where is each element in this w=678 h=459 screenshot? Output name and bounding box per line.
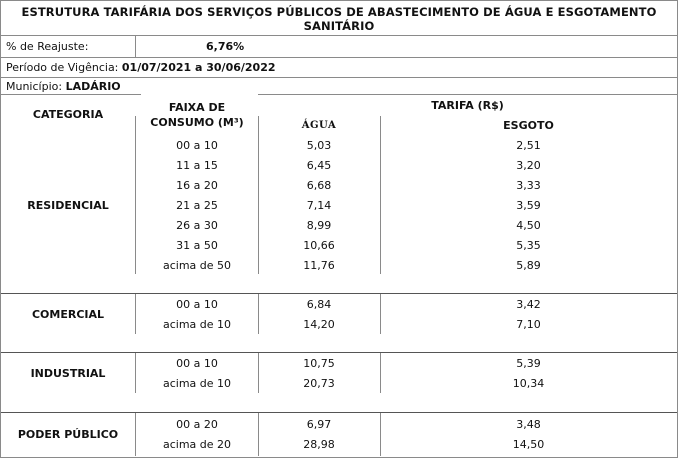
table-cell-esgoto: 14,50 [512,438,545,451]
table-cell-faixa: acima de 50 [162,259,232,272]
municipio-row-line [1,94,141,95]
table-cell-faixa: 26 a 30 [176,219,218,232]
reajuste-value: 6,76% [206,40,245,53]
reajuste-row-line [1,57,677,58]
table-cell-faixa: 00 a 20 [176,418,218,431]
table-cell-agua: 20,73 [303,377,335,390]
header-tarifa: TARIFA (R$) [431,99,504,112]
table-cell-esgoto: 5,35 [516,239,541,252]
table-cell-faixa: acima de 10 [162,377,232,390]
title-divider [1,35,677,36]
header-agua: ÁGUA [301,120,337,131]
category-industrial: INDUSTRIAL [30,367,106,380]
vigencia-row-line [1,77,677,78]
header-faixa-line-1: FAIXA DE [168,101,226,114]
group-divider [1,412,677,413]
reajuste-divider [135,36,136,57]
tarifa-top-line [258,94,677,95]
category-comercial: COMERCIAL [31,308,105,321]
table-cell-faixa: 16 a 20 [176,179,218,192]
table-cell-faixa: 31 a 50 [176,239,218,252]
title-line-2: SANITÁRIO [303,19,375,33]
table-cell-esgoto: 2,51 [516,139,541,152]
table-cell-agua: 7,14 [306,199,332,212]
table-cell-agua: 6,97 [306,418,332,431]
table-cell-faixa: 00 a 10 [176,139,218,152]
table-cell-agua: 11,76 [303,259,335,272]
vigencia-value: 01/07/2021 a 30/06/2022 [121,61,276,74]
category-poder-publico: PODER PÚBLICO [17,428,119,441]
table-cell-agua: 5,03 [306,139,332,152]
vigencia-line [6,61,276,74]
header-categoria: CATEGORIA [32,108,104,121]
table-cell-esgoto: 3,59 [516,199,541,212]
table-cell-faixa: 21 a 25 [176,199,218,212]
table-cell-faixa: 00 a 10 [176,357,218,370]
table-cell-esgoto: 4,50 [516,219,541,232]
table-cell-esgoto: 3,42 [516,298,541,311]
header-esgoto: ESGOTO [503,119,554,132]
reajuste-label: % de Reajuste: [6,40,89,53]
table-cell-esgoto: 10,34 [512,377,545,390]
table-cell-faixa: 00 a 10 [176,298,218,311]
table-cell-agua: 28,98 [303,438,335,451]
municipio-value: LADÁRIO [65,80,121,93]
table-cell-esgoto: 5,39 [516,357,541,370]
municipio-line [6,80,121,93]
table-cell-esgoto: 5,89 [516,259,541,272]
table-cell-agua: 8,99 [306,219,332,232]
group-divider [1,293,677,294]
table-cell-esgoto: 3,48 [516,418,541,431]
table-cell-faixa: 11 a 15 [176,159,218,172]
table-cell-esgoto: 3,33 [516,179,541,192]
table-cell-faixa: acima de 10 [162,318,232,331]
title-line-1: ESTRUTURA TARIFÁRIA DOS SERVIÇOS PÚBLICOS DE ABASTECIMENTO DE ÁGUA E ESGOTAMENTO [21,5,657,19]
table-cell-esgoto: 7,10 [516,318,541,331]
table-cell-agua: 6,68 [306,179,332,192]
table-cell-agua: 6,84 [306,298,332,311]
group-divider [1,352,677,353]
header-faixa-line-2: CONSUMO (M³) [150,116,244,129]
table-cell-agua: 10,66 [303,239,335,252]
table-cell-agua: 10,75 [303,357,335,370]
vigencia-label: Período de Vigência: [6,61,119,74]
municipio-label: Município: [6,80,63,93]
table-cell-esgoto: 3,20 [516,159,541,172]
table-cell-faixa: acima de 20 [162,438,232,451]
category-residencial: RESIDENCIAL [27,199,109,212]
table-cell-agua: 6,45 [306,159,332,172]
table-cell-agua: 14,20 [303,318,335,331]
